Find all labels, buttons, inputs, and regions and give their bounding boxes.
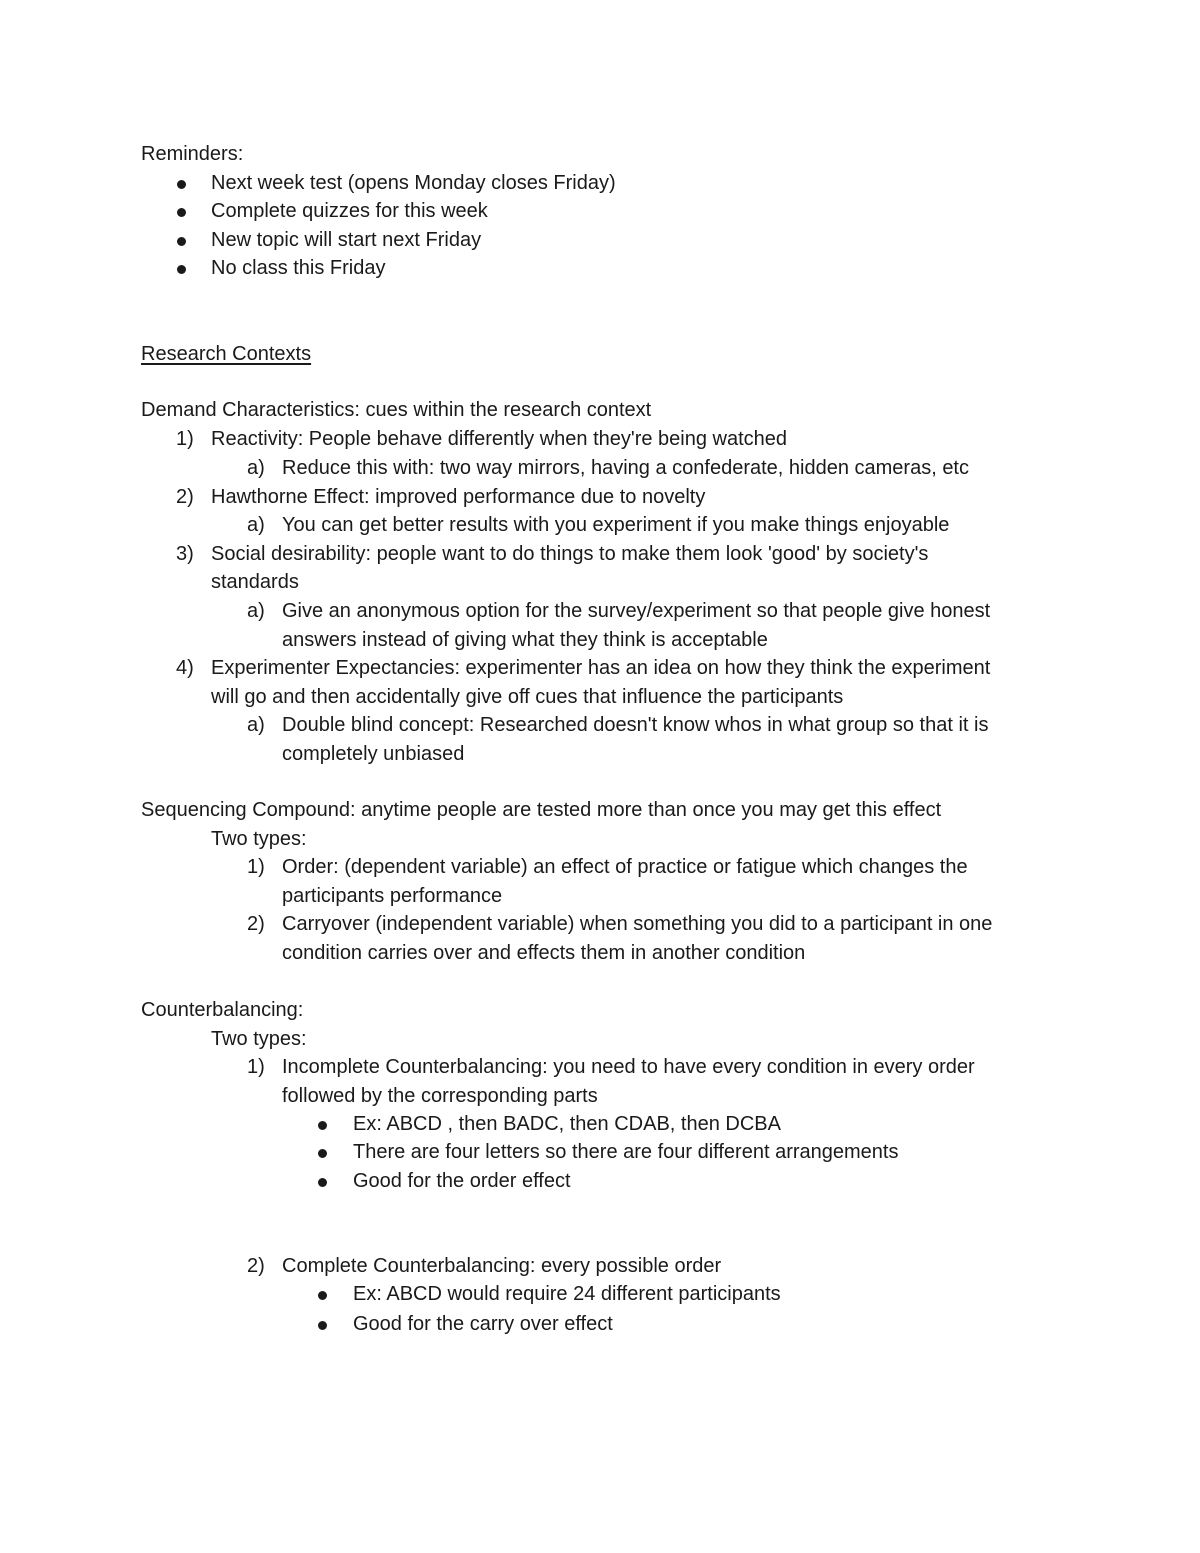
list-item: Experimenter Expectancies: experimenter has an idea on how they think the experiment [211,657,991,679]
bullet-icon [177,180,186,189]
list-marker: 1) [176,428,194,450]
research-contexts-heading: Research Contexts [141,343,312,365]
list-marker: 4) [176,657,194,679]
bullet-icon [177,208,186,217]
reminder-item: Next week test (opens Monday closes Friday) [211,172,616,194]
bullet-icon [318,1291,327,1300]
list-item: Carryover (independent variable) when something you did to a participant in one [282,913,993,935]
list-item: Order: (dependent variable) an effect of practice or fatigue which changes the [282,856,968,878]
list-item-cont: condition carries over and effects them in another condition [282,942,806,964]
list-marker: 2) [176,486,194,508]
list-subitem: You can get better results with you experiment if you make things enjoyable [282,514,950,536]
list-marker: 2) [247,1255,265,1277]
list-subitem: Good for the carry over effect [353,1313,613,1335]
list-marker: a) [247,457,265,479]
bullet-icon [177,265,186,274]
list-item-cont: will go and then accidentally give off cues that influence the participants [211,686,844,708]
list-subitem-cont: answers instead of giving what they think is acceptable [282,629,768,651]
list-subitem: Ex: ABCD , then BADC, then CDAB, then DCBA [353,1113,781,1135]
reminder-item: No class this Friday [211,257,386,279]
list-marker: a) [247,600,265,622]
list-marker: 3) [176,543,194,565]
bullet-icon [318,1178,327,1187]
two-types-label: Two types: [211,828,307,850]
demand-heading: Demand Characteristics: cues within the research context [141,399,652,421]
list-item: Incomplete Counterbalancing: you need to have every condition in every order [282,1056,975,1078]
list-marker: 1) [247,1056,265,1078]
list-item: Hawthorne Effect: improved performance due to novelty [211,486,706,508]
bullet-icon [318,1121,327,1130]
list-item: Reactivity: People behave differently when they're being watched [211,428,788,450]
list-subitem: Reduce this with: two way mirrors, having a confederate, hidden cameras, etc [282,457,969,479]
list-subitem: Double blind concept: Researched doesn't know whos in what group so that it is [282,714,989,736]
list-subitem-cont: completely unbiased [282,743,465,765]
list-marker: 1) [247,856,265,878]
list-subitem: There are four letters so there are four different arrangements [353,1141,899,1163]
list-marker: a) [247,714,265,736]
reminders-heading: Reminders: [141,143,244,165]
sequencing-heading: Sequencing Compound: anytime people are tested more than once you may get this effect [141,799,942,821]
list-item-cont: participants performance [282,885,503,907]
list-subitem: Ex: ABCD would require 24 different participants [353,1283,781,1305]
list-subitem: Give an anonymous option for the survey/experiment so that people give honest [282,600,991,622]
list-item: Social desirability: people want to do things to make them look 'good' by society's [211,543,929,565]
bullet-icon [318,1321,327,1330]
list-marker: 2) [247,913,265,935]
list-item-cont: standards [211,571,299,593]
list-item-cont: followed by the corresponding parts [282,1085,598,1107]
reminder-item: New topic will start next Friday [211,229,482,251]
bullet-icon [318,1149,327,1158]
list-marker: a) [247,514,265,536]
list-item: Complete Counterbalancing: every possible order [282,1255,722,1277]
reminder-item: Complete quizzes for this week [211,200,488,222]
bullet-icon [177,237,186,246]
list-subitem: Good for the order effect [353,1170,571,1192]
two-types-label: Two types: [211,1028,307,1050]
counterbalancing-heading: Counterbalancing: [141,999,304,1021]
